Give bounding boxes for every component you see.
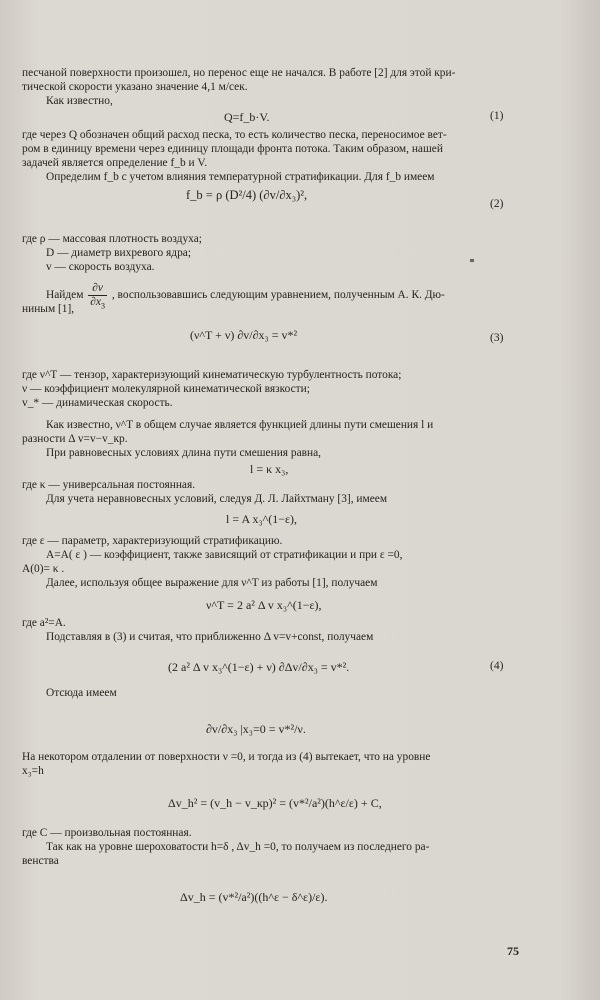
text-line-24: Далее, используя общее выражение для ν^T из работы [1], получаем xyxy=(46,577,378,589)
equation-2: f_b = ρ (D²/4) (∂v/∂x₃)², xyxy=(186,188,308,202)
text-line-21: где ε — параметр, характеризующий стратификацию. xyxy=(22,535,283,547)
text-line-32: венства xyxy=(22,855,59,867)
text-line-2: тической скорости указано значение 4,1 м/сек. xyxy=(22,81,248,93)
equation-number-3: (3) xyxy=(490,332,504,344)
text-line-23: A(0)= κ . xyxy=(22,563,65,575)
text-line-14: ν — коэффициент молекулярной кинематической вязкости; xyxy=(22,383,310,395)
text-line-28: На некотором отдалении от поверхности ν =0, и тогда из (4) вытекает, что на уровне xyxy=(22,751,431,763)
equation-number-4: (4) xyxy=(490,660,504,672)
text-line-13: где ν^T — тензор, характеризующий кинематическую турбулентность потока; xyxy=(22,369,402,381)
text-line-22: A=A( ε ) — коэффициент, также зависящий от стратификации и при ε =0, xyxy=(46,549,403,561)
equation-l-ax3: l = A x₃^(1−ε), xyxy=(226,512,298,526)
equation-boundary-condition: ∂v/∂x₃ |x₃=0 = v*²/ν. xyxy=(206,722,306,736)
text-line-25: где a²=A. xyxy=(22,617,66,629)
equation-3: (ν^T + ν) ∂v/∂x₃ = v*² xyxy=(190,328,298,342)
text-line-18: При равновесных условиях длина пути смешения равна, xyxy=(46,447,322,459)
text-line-3: Как известно, xyxy=(46,95,113,107)
equation-number-1: (1) xyxy=(490,110,504,122)
page-number: 75 xyxy=(507,944,519,958)
derivative-dv-dx3: $\frac{\partial v}{\partial x_3}$ xyxy=(90,282,105,311)
text-line-1: песчаной поверхности произошел, но перенос еще не начался. В работе [2] для этой кри- xyxy=(22,67,456,79)
equation-6: Δv_h = (v*²/a²)((h^ε − δ^ε)/ε). xyxy=(180,890,328,904)
text-line-17: разности Δ v=v−v_кр. xyxy=(22,433,128,445)
text-line-31: Так как на уровне шероховатости h=δ , Δv_h =0, то получаем из последнего ра- xyxy=(46,841,430,853)
text-line-11-start: Найдем xyxy=(46,289,84,302)
equation-l-kx3: l = κ x₃, xyxy=(250,462,289,476)
text-line-8: где ρ — массовая плотность воздуха; xyxy=(22,233,202,245)
text-line-20: Для учета неравновесных условий, следуя Д. Л. Лайхтману [3], имеем xyxy=(46,493,388,505)
text-line-16: Как известно, ν^T в общем случае является функцией длины пути смешения l и xyxy=(46,419,434,431)
text-line-29: x₃=h xyxy=(22,765,44,777)
text-line-27: Отсюда имеем xyxy=(46,687,117,699)
text-line-9: D — диаметр вихревого ядра; xyxy=(46,247,191,259)
equation-5: Δv_h² = (v_h − v_кр)² = (v*²/a²)(h^ε/ε) + C, xyxy=(168,796,382,810)
ink-speck xyxy=(470,259,474,262)
text-line-6: задачей является определение f_b и V. xyxy=(22,157,208,169)
text-line-26: Подставляя в (3) и считая, что приближенно Δ v=v+const, получаем xyxy=(46,631,374,643)
text-line-5: ром в единицу времени через единицу площади фронта потока. Таким образом, нашей xyxy=(22,143,443,155)
equation-number-2: (2) xyxy=(490,198,504,210)
text-line-10: v — скорость воздуха. xyxy=(46,261,155,273)
equation-4: (2 a² Δ v x₃^(1−ε) + ν) ∂Δv/∂x₃ = v*². xyxy=(168,660,350,674)
text-line-19: где κ — универсальная постоянная. xyxy=(22,479,196,491)
equation-1: Q=f_b·V. xyxy=(224,110,270,124)
text-line-4: где через Q обозначен общий расход песка, то есть количество песка, переносимое вет- xyxy=(22,129,447,141)
text-line-15: v_* — динамическая скорость. xyxy=(22,397,173,409)
text-line-11-end: , воспользовавшись следующим уравнением, полученным А. К. Дю- xyxy=(111,289,445,302)
text-line-7: Определим f_b с учетом влияния температурной стратификации. Для f_b имеем xyxy=(46,171,435,183)
text-line-30: где C — произвольная постоянная. xyxy=(22,827,192,839)
equation-nuT: ν^T = 2 a² Δ v x₃^(1−ε), xyxy=(206,598,322,612)
text-line-12: ниным [1], xyxy=(22,303,75,315)
